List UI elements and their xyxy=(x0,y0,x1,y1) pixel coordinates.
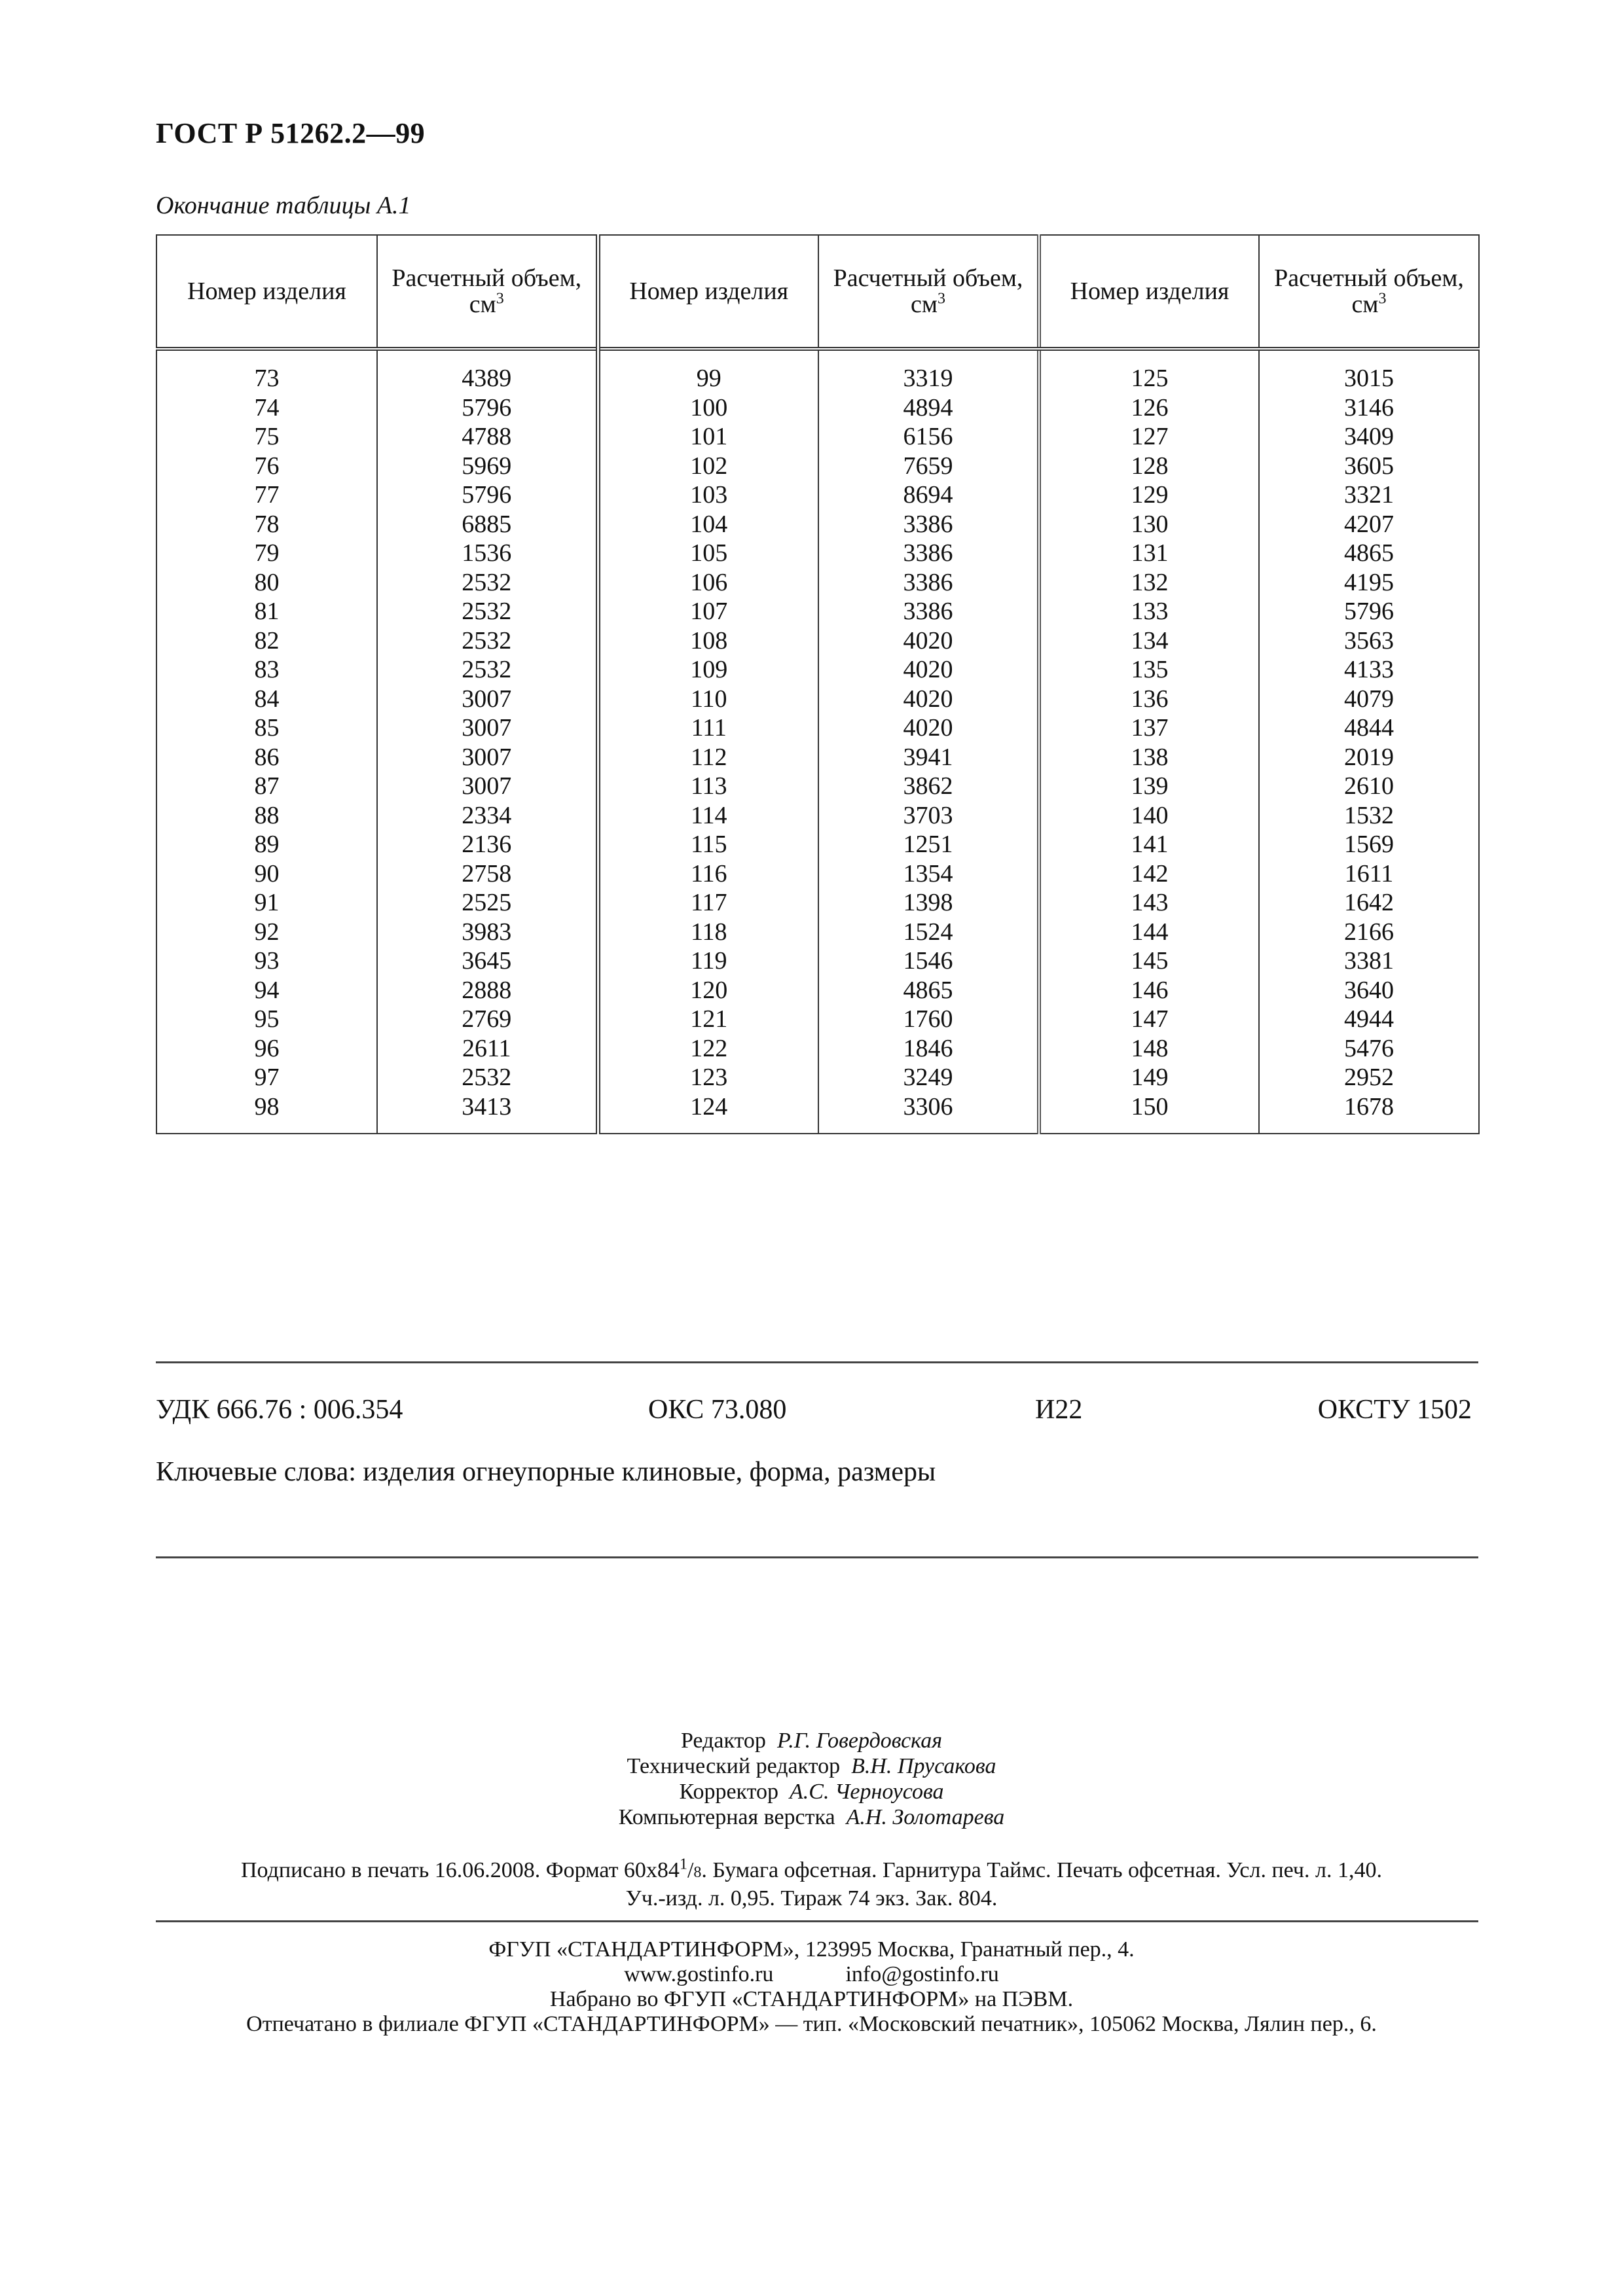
volume-cell: 3645 xyxy=(377,946,598,976)
item-number-cell: 77 xyxy=(156,480,377,510)
table-caption: Окончание таблицы А.1 xyxy=(156,192,411,219)
volume-cell: 2769 xyxy=(377,1005,598,1034)
item-number-cell: 119 xyxy=(598,946,818,976)
volume-cell: 1536 xyxy=(377,539,598,568)
volume-cell: 2758 xyxy=(377,859,598,889)
table-row xyxy=(156,830,1479,859)
volume-cell: 6156 xyxy=(818,422,1039,452)
table-row xyxy=(156,480,1479,510)
item-number-cell: 87 xyxy=(156,772,377,801)
item-number-cell: 109 xyxy=(598,655,818,685)
volume-cell: 4207 xyxy=(1259,510,1479,539)
item-number-cell: 114 xyxy=(598,801,818,831)
website-link[interactable]: www.gostinfo.ru xyxy=(624,1962,774,1986)
volume-cell: 3386 xyxy=(818,510,1039,539)
divider-bottom xyxy=(156,1556,1478,1558)
typeset-note: Набрано во ФГУП «СТАНДАРТИНФОРМ» на ПЭВМ. xyxy=(549,1987,1074,2011)
print-info-line1: Подписано в печать 16.06.2008. Формат $60х84^1/8$. Бумага офсетная. Гарнитура Таймс. Печать офсетная. Усл. печ. л. 1,40. xyxy=(241,1856,1382,1882)
volume-cell: 1846 xyxy=(818,1034,1039,1064)
item-number-cell: 129 xyxy=(1039,480,1259,510)
item-number-cell: 84 xyxy=(156,685,377,714)
item-number-cell: 82 xyxy=(156,626,377,656)
item-number-cell: 73 xyxy=(156,349,377,393)
volume-cell: 3386 xyxy=(818,539,1039,568)
print-info-line2: Уч.-изд. л. 0,95. Тираж 74 экз. Зак. 804. xyxy=(625,1886,998,1910)
item-number-cell: 104 xyxy=(598,510,818,539)
volume-cell: 2611 xyxy=(377,1034,598,1064)
volume-cell: 2166 xyxy=(1259,918,1479,947)
item-number-cell: 147 xyxy=(1039,1005,1259,1034)
item-number-cell: 126 xyxy=(1039,393,1259,423)
volume-cell: 4865 xyxy=(818,976,1039,1005)
header-volume: Расчетный объем, $см^3$ xyxy=(377,235,598,349)
volume-cell: 4788 xyxy=(377,422,598,452)
table-row xyxy=(156,743,1479,772)
volume-cell: 1546 xyxy=(818,946,1039,976)
item-number-cell: 149 xyxy=(1039,1063,1259,1092)
item-number-cell: 85 xyxy=(156,713,377,743)
volume-cell: 1760 xyxy=(818,1005,1039,1034)
volume-cell: 3605 xyxy=(1259,452,1479,481)
publisher-contacts xyxy=(0,1962,1623,1987)
table-row xyxy=(156,393,1479,423)
volume-cell: 1678 xyxy=(1259,1092,1479,1134)
volume-cell: 3862 xyxy=(818,772,1039,801)
item-number-cell: 76 xyxy=(156,452,377,481)
table-row xyxy=(156,713,1479,743)
oks-code: ОКС 73.080 xyxy=(648,1395,787,1425)
volume-cell: 3386 xyxy=(818,597,1039,626)
item-number-cell: 131 xyxy=(1039,539,1259,568)
volume-cell: 3007 xyxy=(377,713,598,743)
item-number-cell: 128 xyxy=(1039,452,1259,481)
item-number-cell: 144 xyxy=(1039,918,1259,947)
volume-cell: 1251 xyxy=(818,830,1039,859)
item-number-cell: 80 xyxy=(156,568,377,598)
volume-cell: 4195 xyxy=(1259,568,1479,598)
item-number-cell: 132 xyxy=(1039,568,1259,598)
header-volume: Расчетный объем, $см^3$ xyxy=(1259,235,1479,349)
item-number-cell: 117 xyxy=(598,888,818,918)
volume-cell: 8694 xyxy=(818,480,1039,510)
item-number-cell: 105 xyxy=(598,539,818,568)
table-row xyxy=(156,510,1479,539)
item-number-cell: 100 xyxy=(598,393,818,423)
table-row xyxy=(156,859,1479,889)
volume-cell: 4020 xyxy=(818,655,1039,685)
volume-cell: 3007 xyxy=(377,743,598,772)
table-row xyxy=(156,422,1479,452)
table-row xyxy=(156,452,1479,481)
volume-cell: 4020 xyxy=(818,713,1039,743)
volume-cell: 3413 xyxy=(377,1092,598,1134)
item-number-cell: 88 xyxy=(156,801,377,831)
divider-top xyxy=(156,1361,1478,1363)
volume-cell: 2952 xyxy=(1259,1063,1479,1092)
item-number-cell: 122 xyxy=(598,1034,818,1064)
credit-line: Технический редактор В.Н. Прусакова xyxy=(627,1754,996,1778)
volume-cell: 3015 xyxy=(1259,349,1479,393)
item-number-cell: 137 xyxy=(1039,713,1259,743)
item-number-cell: 102 xyxy=(598,452,818,481)
item-number-cell: 81 xyxy=(156,597,377,626)
volume-cell: 6885 xyxy=(377,510,598,539)
item-number-cell: 142 xyxy=(1039,859,1259,889)
item-number-cell: 113 xyxy=(598,772,818,801)
header-item-number: Номер изделия xyxy=(598,235,818,349)
volume-cell: 2532 xyxy=(377,597,598,626)
volume-cell: 7659 xyxy=(818,452,1039,481)
table-row xyxy=(156,597,1479,626)
volume-cell: 4844 xyxy=(1259,713,1479,743)
volume-cell: 2019 xyxy=(1259,743,1479,772)
volume-cell: 3381 xyxy=(1259,946,1479,976)
volume-cell: 2888 xyxy=(377,976,598,1005)
volume-cell: 2532 xyxy=(377,568,598,598)
item-number-cell: 134 xyxy=(1039,626,1259,656)
item-number-cell: 150 xyxy=(1039,1092,1259,1134)
volume-cell: 1569 xyxy=(1259,830,1479,859)
item-number-cell: 103 xyxy=(598,480,818,510)
volume-cell: 3249 xyxy=(818,1063,1039,1092)
volume-cell: 2334 xyxy=(377,801,598,831)
item-number-cell: 112 xyxy=(598,743,818,772)
table-row xyxy=(156,1092,1479,1134)
volume-cell: 3640 xyxy=(1259,976,1479,1005)
item-number-cell: 124 xyxy=(598,1092,818,1134)
table-row xyxy=(156,888,1479,918)
item-number-cell: 121 xyxy=(598,1005,818,1034)
table-row xyxy=(156,918,1479,947)
item-number-cell: 140 xyxy=(1039,801,1259,831)
volume-cell: 1532 xyxy=(1259,801,1479,831)
header-item-number: Номер изделия xyxy=(1039,235,1259,349)
item-number-cell: 86 xyxy=(156,743,377,772)
item-number-cell: 120 xyxy=(598,976,818,1005)
volume-cell: 2532 xyxy=(377,626,598,656)
item-number-cell: 127 xyxy=(1039,422,1259,452)
volume-cell: 5969 xyxy=(377,452,598,481)
table-row xyxy=(156,946,1479,976)
table-row xyxy=(156,568,1479,598)
item-number-cell: 94 xyxy=(156,976,377,1005)
volume-cell: 1642 xyxy=(1259,888,1479,918)
table-body xyxy=(156,349,1479,1134)
print-info xyxy=(0,1857,1623,1911)
volume-cell: 4894 xyxy=(818,393,1039,423)
volume-cell: 2525 xyxy=(377,888,598,918)
credit-line: Компьютерная верстка А.Н. Золотарева xyxy=(618,1805,1005,1829)
volume-table xyxy=(156,234,1480,1134)
item-number-cell: 146 xyxy=(1039,976,1259,1005)
item-number-cell: 106 xyxy=(598,568,818,598)
item-number-cell: 89 xyxy=(156,830,377,859)
item-number-cell: 90 xyxy=(156,859,377,889)
table-row xyxy=(156,349,1479,393)
volume-cell: 1398 xyxy=(818,888,1039,918)
item-number-cell: 116 xyxy=(598,859,818,889)
volume-cell: 4020 xyxy=(818,626,1039,656)
divider-publisher xyxy=(156,1920,1478,1922)
item-number-cell: 83 xyxy=(156,655,377,685)
item-number-cell: 108 xyxy=(598,626,818,656)
item-number-cell: 123 xyxy=(598,1063,818,1092)
item-number-cell: 74 xyxy=(156,393,377,423)
item-number-cell: 107 xyxy=(598,597,818,626)
credit-line: Редактор Р.Г. Говердовская xyxy=(680,1729,943,1753)
item-number-cell: 111 xyxy=(598,713,818,743)
volume-cell: 2610 xyxy=(1259,772,1479,801)
header-item-number: Номер изделия xyxy=(156,235,377,349)
volume-cell: 5796 xyxy=(1259,597,1479,626)
item-number-cell: 79 xyxy=(156,539,377,568)
keywords: Ключевые слова: изделия огнеупорные клиновые, форма, размеры xyxy=(156,1457,936,1487)
volume-cell: 4079 xyxy=(1259,685,1479,714)
publisher-block xyxy=(0,1937,1623,2037)
item-number-cell: 97 xyxy=(156,1063,377,1092)
table-row xyxy=(156,1063,1479,1092)
volume-cell: 3319 xyxy=(818,349,1039,393)
volume-cell: 1611 xyxy=(1259,859,1479,889)
volume-cell: 3983 xyxy=(377,918,598,947)
item-number-cell: 110 xyxy=(598,685,818,714)
volume-cell: 3703 xyxy=(818,801,1039,831)
item-number-cell: 92 xyxy=(156,918,377,947)
document-code: ГОСТ Р 51262.2—99 xyxy=(156,117,426,149)
volume-cell: 4944 xyxy=(1259,1005,1479,1034)
group-code: И22 xyxy=(1035,1395,1083,1425)
table-row xyxy=(156,801,1479,831)
credits-block xyxy=(0,1728,1623,1830)
item-number-cell: 91 xyxy=(156,888,377,918)
printed-note: Отпечатано в филиале ФГУП «СТАНДАРТИНФОРМ» — тип. «Московский печатник», 105062 Москва, Лялин пер., 6. xyxy=(246,2012,1377,2036)
header-volume: Расчетный объем, $см^3$ xyxy=(818,235,1039,349)
volume-cell: 3146 xyxy=(1259,393,1479,423)
item-number-cell: 133 xyxy=(1039,597,1259,626)
table-row xyxy=(156,626,1479,656)
table-row xyxy=(156,685,1479,714)
volume-cell: 3941 xyxy=(818,743,1039,772)
volume-cell: 5476 xyxy=(1259,1034,1479,1064)
publisher-address: ФГУП «СТАНДАРТИНФОРМ», 123995 Москва, Гранатный пер., 4. xyxy=(488,1937,1135,1962)
item-number-cell: 75 xyxy=(156,422,377,452)
volume-cell: 4020 xyxy=(818,685,1039,714)
table-row xyxy=(156,976,1479,1005)
table-row xyxy=(156,655,1479,685)
volume-cell: 3007 xyxy=(377,772,598,801)
volume-cell: 4865 xyxy=(1259,539,1479,568)
volume-cell: 3563 xyxy=(1259,626,1479,656)
item-number-cell: 96 xyxy=(156,1034,377,1064)
volume-cell: 3007 xyxy=(377,685,598,714)
table-row xyxy=(156,539,1479,568)
item-number-cell: 145 xyxy=(1039,946,1259,976)
item-number-cell: 78 xyxy=(156,510,377,539)
volume-cell: 4133 xyxy=(1259,655,1479,685)
item-number-cell: 125 xyxy=(1039,349,1259,393)
volume-cell: 2532 xyxy=(377,655,598,685)
item-number-cell: 93 xyxy=(156,946,377,976)
volume-cell: 1354 xyxy=(818,859,1039,889)
item-number-cell: 143 xyxy=(1039,888,1259,918)
udk-code: УДК 666.76 : 006.354 xyxy=(156,1395,403,1425)
volume-cell: 3321 xyxy=(1259,480,1479,510)
okstu-code: ОКСТУ 1502 xyxy=(1317,1395,1472,1425)
credit-line: Корректор А.С. Черноусова xyxy=(679,1780,944,1804)
item-number-cell: 139 xyxy=(1039,772,1259,801)
item-number-cell: 135 xyxy=(1039,655,1259,685)
volume-cell: 3409 xyxy=(1259,422,1479,452)
item-number-cell: 138 xyxy=(1039,743,1259,772)
table-row xyxy=(156,1005,1479,1034)
volume-cell: 3306 xyxy=(818,1092,1039,1134)
item-number-cell: 95 xyxy=(156,1005,377,1034)
email-link[interactable]: info@gostinfo.ru xyxy=(845,1962,999,1986)
volume-cell: 4389 xyxy=(377,349,598,393)
item-number-cell: 101 xyxy=(598,422,818,452)
item-number-cell: 141 xyxy=(1039,830,1259,859)
item-number-cell: 136 xyxy=(1039,685,1259,714)
table-row xyxy=(156,1034,1479,1064)
volume-cell: 5796 xyxy=(377,393,598,423)
volume-cell: 1524 xyxy=(818,918,1039,947)
item-number-cell: 118 xyxy=(598,918,818,947)
item-number-cell: 115 xyxy=(598,830,818,859)
volume-cell: 3386 xyxy=(818,568,1039,598)
volume-cell: 2136 xyxy=(377,830,598,859)
item-number-cell: 99 xyxy=(598,349,818,393)
item-number-cell: 130 xyxy=(1039,510,1259,539)
item-number-cell: 148 xyxy=(1039,1034,1259,1064)
table-row xyxy=(156,772,1479,801)
volume-cell: 2532 xyxy=(377,1063,598,1092)
volume-cell: 5796 xyxy=(377,480,598,510)
item-number-cell: 98 xyxy=(156,1092,377,1134)
table-header-row xyxy=(156,235,1479,349)
